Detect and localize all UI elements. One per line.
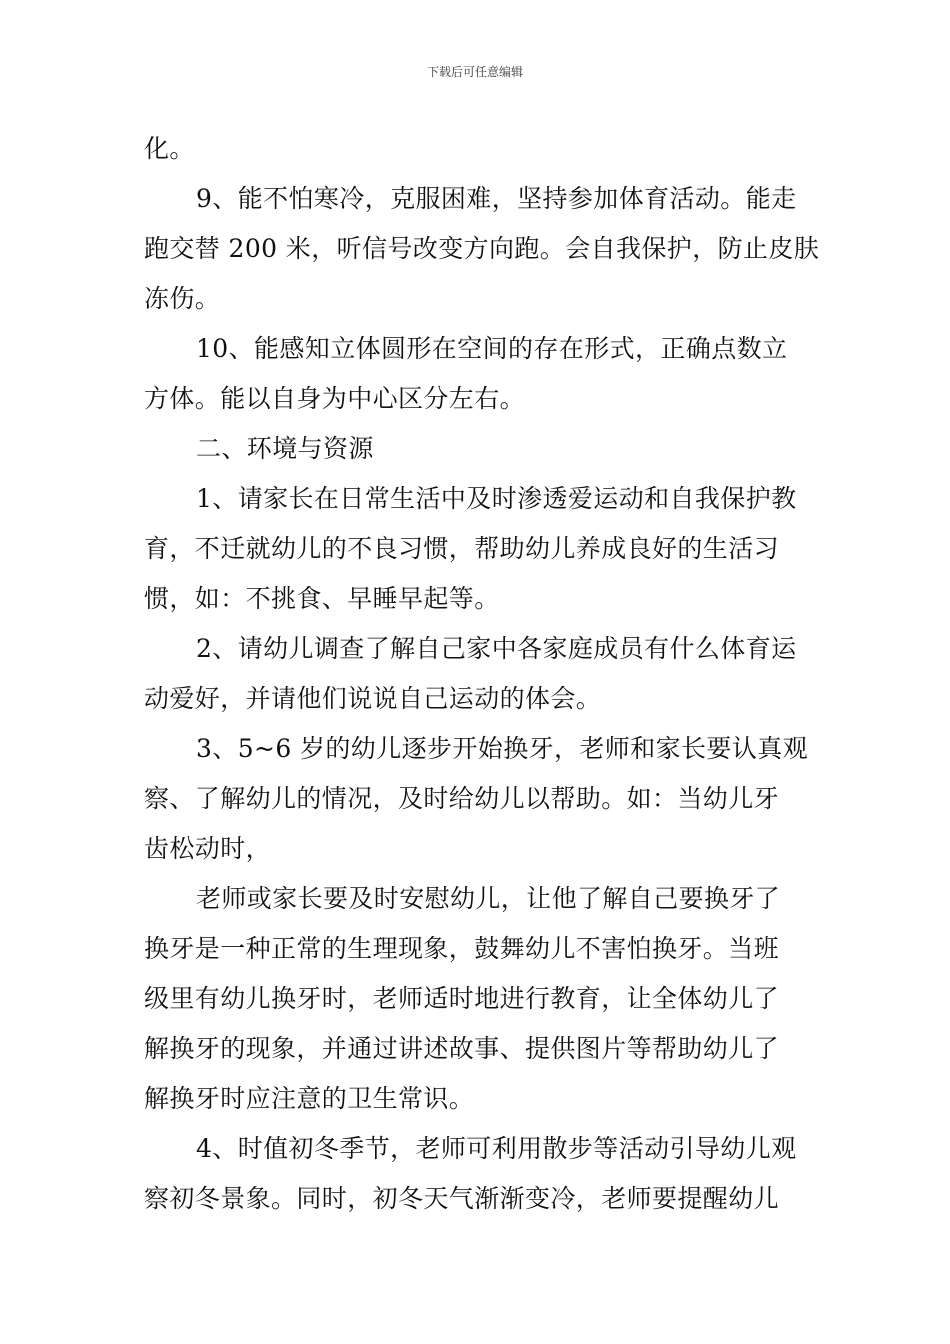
body-line: 解换牙时应注意的卫生常识。 bbox=[144, 1084, 475, 1113]
body-line: 老师或家长要及时安慰幼儿，让他了解自己要换牙了 bbox=[196, 884, 781, 913]
body-line: 方体。能以自身为中心区分左右。 bbox=[144, 384, 526, 413]
body-line: 解换牙的现象，并通过讲述故事、提供图片等帮助幼儿了 bbox=[144, 1034, 780, 1063]
body-line: 级里有幼儿换牙时，老师适时地进行教育，让全体幼儿了 bbox=[144, 984, 780, 1013]
body-line: 惯，如：不挑食、早睡早起等。 bbox=[144, 584, 500, 613]
section-heading: 二、环境与资源 bbox=[196, 434, 374, 463]
body-line: 10、能感知立体圆形在空间的存在形式，正确点数立 bbox=[196, 334, 788, 363]
body-line: 育，不迁就幼儿的不良习惯，帮助幼儿养成良好的生活习 bbox=[144, 534, 780, 563]
body-line: 1、请家长在日常生活中及时渗透爱运动和自我保护教 bbox=[196, 484, 797, 513]
body-line: 换牙是一种正常的生理现象，鼓舞幼儿不害怕换牙。当班 bbox=[144, 934, 780, 963]
body-line: 化。 bbox=[144, 134, 195, 163]
body-line: 2、请幼儿调查了解自己家中各家庭成员有什么体育运 bbox=[196, 634, 797, 663]
page-header: 下载后可任意编辑 bbox=[426, 65, 523, 79]
body-line: 跑交替 200 米，听信号改变方向跑。会自我保护，防止皮肤 bbox=[144, 234, 820, 263]
body-line: 3、5~6 岁的幼儿逐步开始换牙，老师和家长要认真观 bbox=[196, 734, 809, 763]
body-line: 冻伤。 bbox=[144, 284, 221, 313]
body-line: 9、能不怕寒冷，克服困难，坚持参加体育活动。能走 bbox=[196, 184, 797, 213]
body-line: 动爱好，并请他们说说自己运动的体会。 bbox=[144, 684, 602, 713]
body-line: 察、了解幼儿的情况，及时给幼儿以帮助。如：当幼儿牙 bbox=[144, 784, 780, 813]
body-line: 齿松动时， bbox=[144, 834, 272, 863]
body-line: 4、时值初冬季节，老师可利用散步等活动引导幼儿观 bbox=[196, 1134, 797, 1163]
body-line: 察初冬景象。同时，初冬天气渐渐变冷，老师要提醒幼儿 bbox=[144, 1184, 780, 1213]
